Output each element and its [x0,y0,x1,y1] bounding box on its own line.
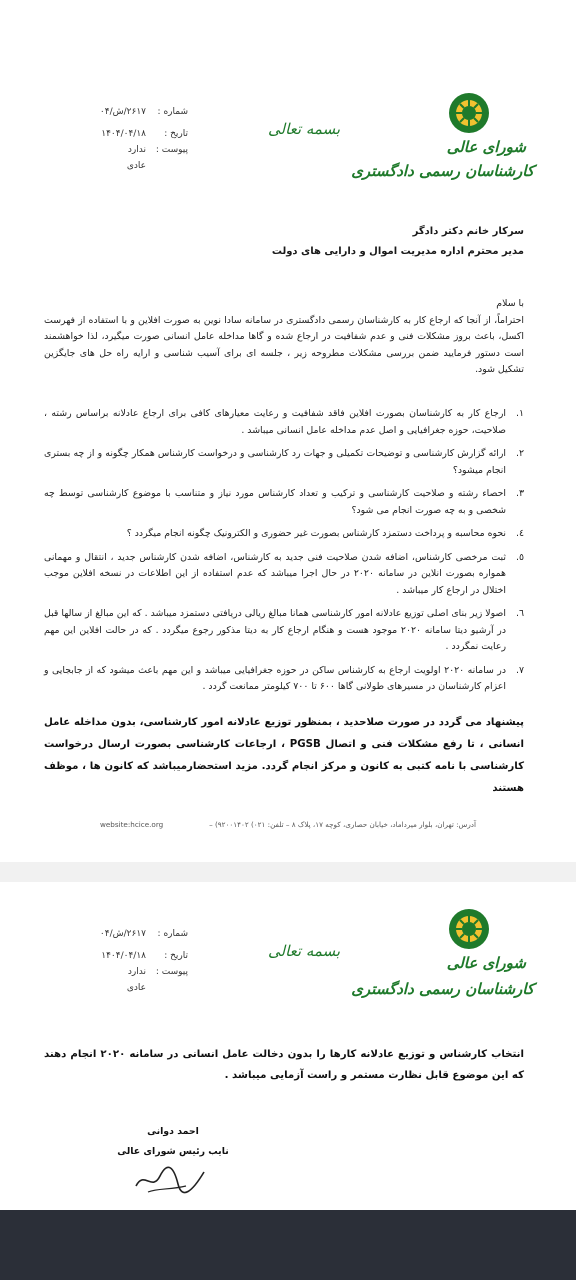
letter-meta-page2: شماره : ۲۶۱۷/ش/۰۴ تاریخ : ۱۴۰۴/۰۴/۱۸ پیوست : ندارد عادی [99,929,188,993]
org-name-line2-page2: کارشناسان رسمی دادگستری [351,980,534,998]
recipient-title: مدیر محترم اداره مدیریت اموال و دارایی های دولت [271,246,524,257]
signature-block [108,1122,238,1162]
page-separator [0,862,576,882]
org-name-line1-page2: شورای عالی [446,954,526,972]
handwritten-signature-icon [130,1162,210,1198]
list-item: ۲. ارائه گزارش کارشناسی و توضیحات تکمیلی و جهات رد کارشناسی و درخواست کارشناس همکار چگونه و از چه بستری انجام میشود؟ [44,448,524,476]
basmala-text: بسمه تعالی [268,120,341,138]
priority-value: عادی [126,161,146,171]
signer-title: نایب رئیس شورای عالی [117,1146,229,1157]
footer-address: آدرس: تهران، بلوار میرداماد، خیابان حصاری، کوچه ۱۷، پلاک ۸ – تلفن: ۰۲۱) ۹۲۰۰۱۴۰۲) – [209,820,476,829]
list-item: ٤. نحوه محاسبه و پرداخت دستمزد کارشناس بصورت غیر حضوری و الکترونیک چگونه انجام میگردد ؟ [126,528,524,539]
list-item: ٦. اصولا زیر بنای اصلی توزیع عادلانه امور کارشناسی همانا مبالغ ریالی دریافتی دستمزد میباشد . که این مبالغ از سالها قبل در آرشیو دیتا سامانه ۲۰۲۰ موجود هست و هنگام ارجاع کار به دیتا مذکور رجوع میگردد . که در حالت افلاین این مهم رعایت نمگردد . [44,608,524,652]
attachment-label: پیوست : [155,145,188,155]
letter-footer [100,820,476,829]
list-item: ٥. ثبت مرخصی کارشناس، اضافه شدن صلاحیت فنی جدید به کارشناس، اضافه شدن کارشناس جدید ، انتقال و مهمانی همواره بصورت انلاین در سامانه ۲۰۲۰ در حال اجرا میباشد که عدم استفاده از این اطلاعات در نسخه افلاین موجب اختلال در ارجاع کار میباشد . [44,551,524,596]
letter-page-2 [0,882,576,1210]
org-name-line2: کارشناسان رسمی دادگستری [351,162,534,180]
letter-intro [44,296,524,379]
number-label: شماره : [157,107,188,117]
council-logo [448,92,490,134]
footer-website: website:hcice.org [100,820,164,829]
attachment-value: ندارد [127,145,146,155]
sunburst-emblem-icon [448,908,490,950]
list-item: ۳. احصاء رشته و صلاحیت کارشناسی و ترکیب و تعداد کارشناس مورد نیاز و متناسب با موضوع کارشناسی توسط چه شخصی و به چه صورت انجام می شود؟ [44,488,524,516]
org-name-line1: شورای عالی [446,138,526,156]
letter-meta [96,104,188,174]
recipient-name: سرکار خانم دکتر دادگر [412,226,524,237]
recipient-block [272,222,524,262]
date-value: ۱۴۰۴/۰۴/۱۸ [101,129,146,139]
sunburst-emblem-icon [448,92,490,134]
number-value: ۲۶۱۷/ش/۰۴ [99,107,146,117]
proposal-paragraph: پیشنهاد می گردد در صورت صلاحدید ، بمنظور توزیع عادلانه امور کارشناسی، بدون مداخله عامل انسانی ، تا رفع مشکلات فنی و اتصال PGSB ، ارجاعات کارشناسی بصورت ارسال درخواست کارشناسی با نامه کتبی به کانون و مرکز انجام گردد. مزید استحضارمیباشد که کانون ها ، موظف هستند [44,717,525,794]
greeting: با سلام [496,298,524,309]
issues-list [44,406,524,703]
basmala-text-page2: بسمه تعالی [268,942,341,960]
list-item: ۱. ارجاع کار به کارشناسان بصورت افلاین فاقد شفافیت و رعایت معیارهای کافی برای ارجاع عادلانه براساس رشته ، صلاحیت، حوزه جغرافیایی و اصل عدم مداخله عامل انسانی میباشد . [44,408,524,436]
council-logo-page2 [448,908,490,950]
list-item: ۷. در سامانه ۲۰۲۰ اولویت ارجاع به کارشناس ساکن در حوزه جغرافیایی میباشد و این مهم باعث میشود که از جابجایی و اعزام کارشناسان در مسیرهای طولانی گاها ۶۰۰ تا ۷۰۰ کیلومتر ممانعت گردد . [44,664,524,692]
date-label: تاریخ : [164,129,188,139]
bottom-bar [0,1210,576,1280]
continuation-paragraph: انتخاب کارشناس و توزیع عادلانه کارها را بدون دخالت عامل انسانی در سامانه ۲۰۲۰ انجام دهند که این موضوع قابل نظارت مستمر و راست آزمایی میباشد . [44,1049,524,1081]
intro-paragraph: احتراماً، از آنجا که ارجاع کار به کارشناسان رسمی دادگستری در سامانه سادا نوین به صورت افلاین و با استفاده از فهرست اکسل، باعث بروز مشکلات فنی و عدم شفافیت در ارجاع شده و گاها مداخله عامل انسانی صورت میگیرد، لذا خواهشمند است دستور فرمایید ضمن بررسی مشکلات مطروحه زیر ، جلسه ای برای آسیب شناسی و ارایه راه حل های جایگزین تشکیل شود. [44,314,524,375]
signer-name: احمد دوانی [147,1126,199,1137]
